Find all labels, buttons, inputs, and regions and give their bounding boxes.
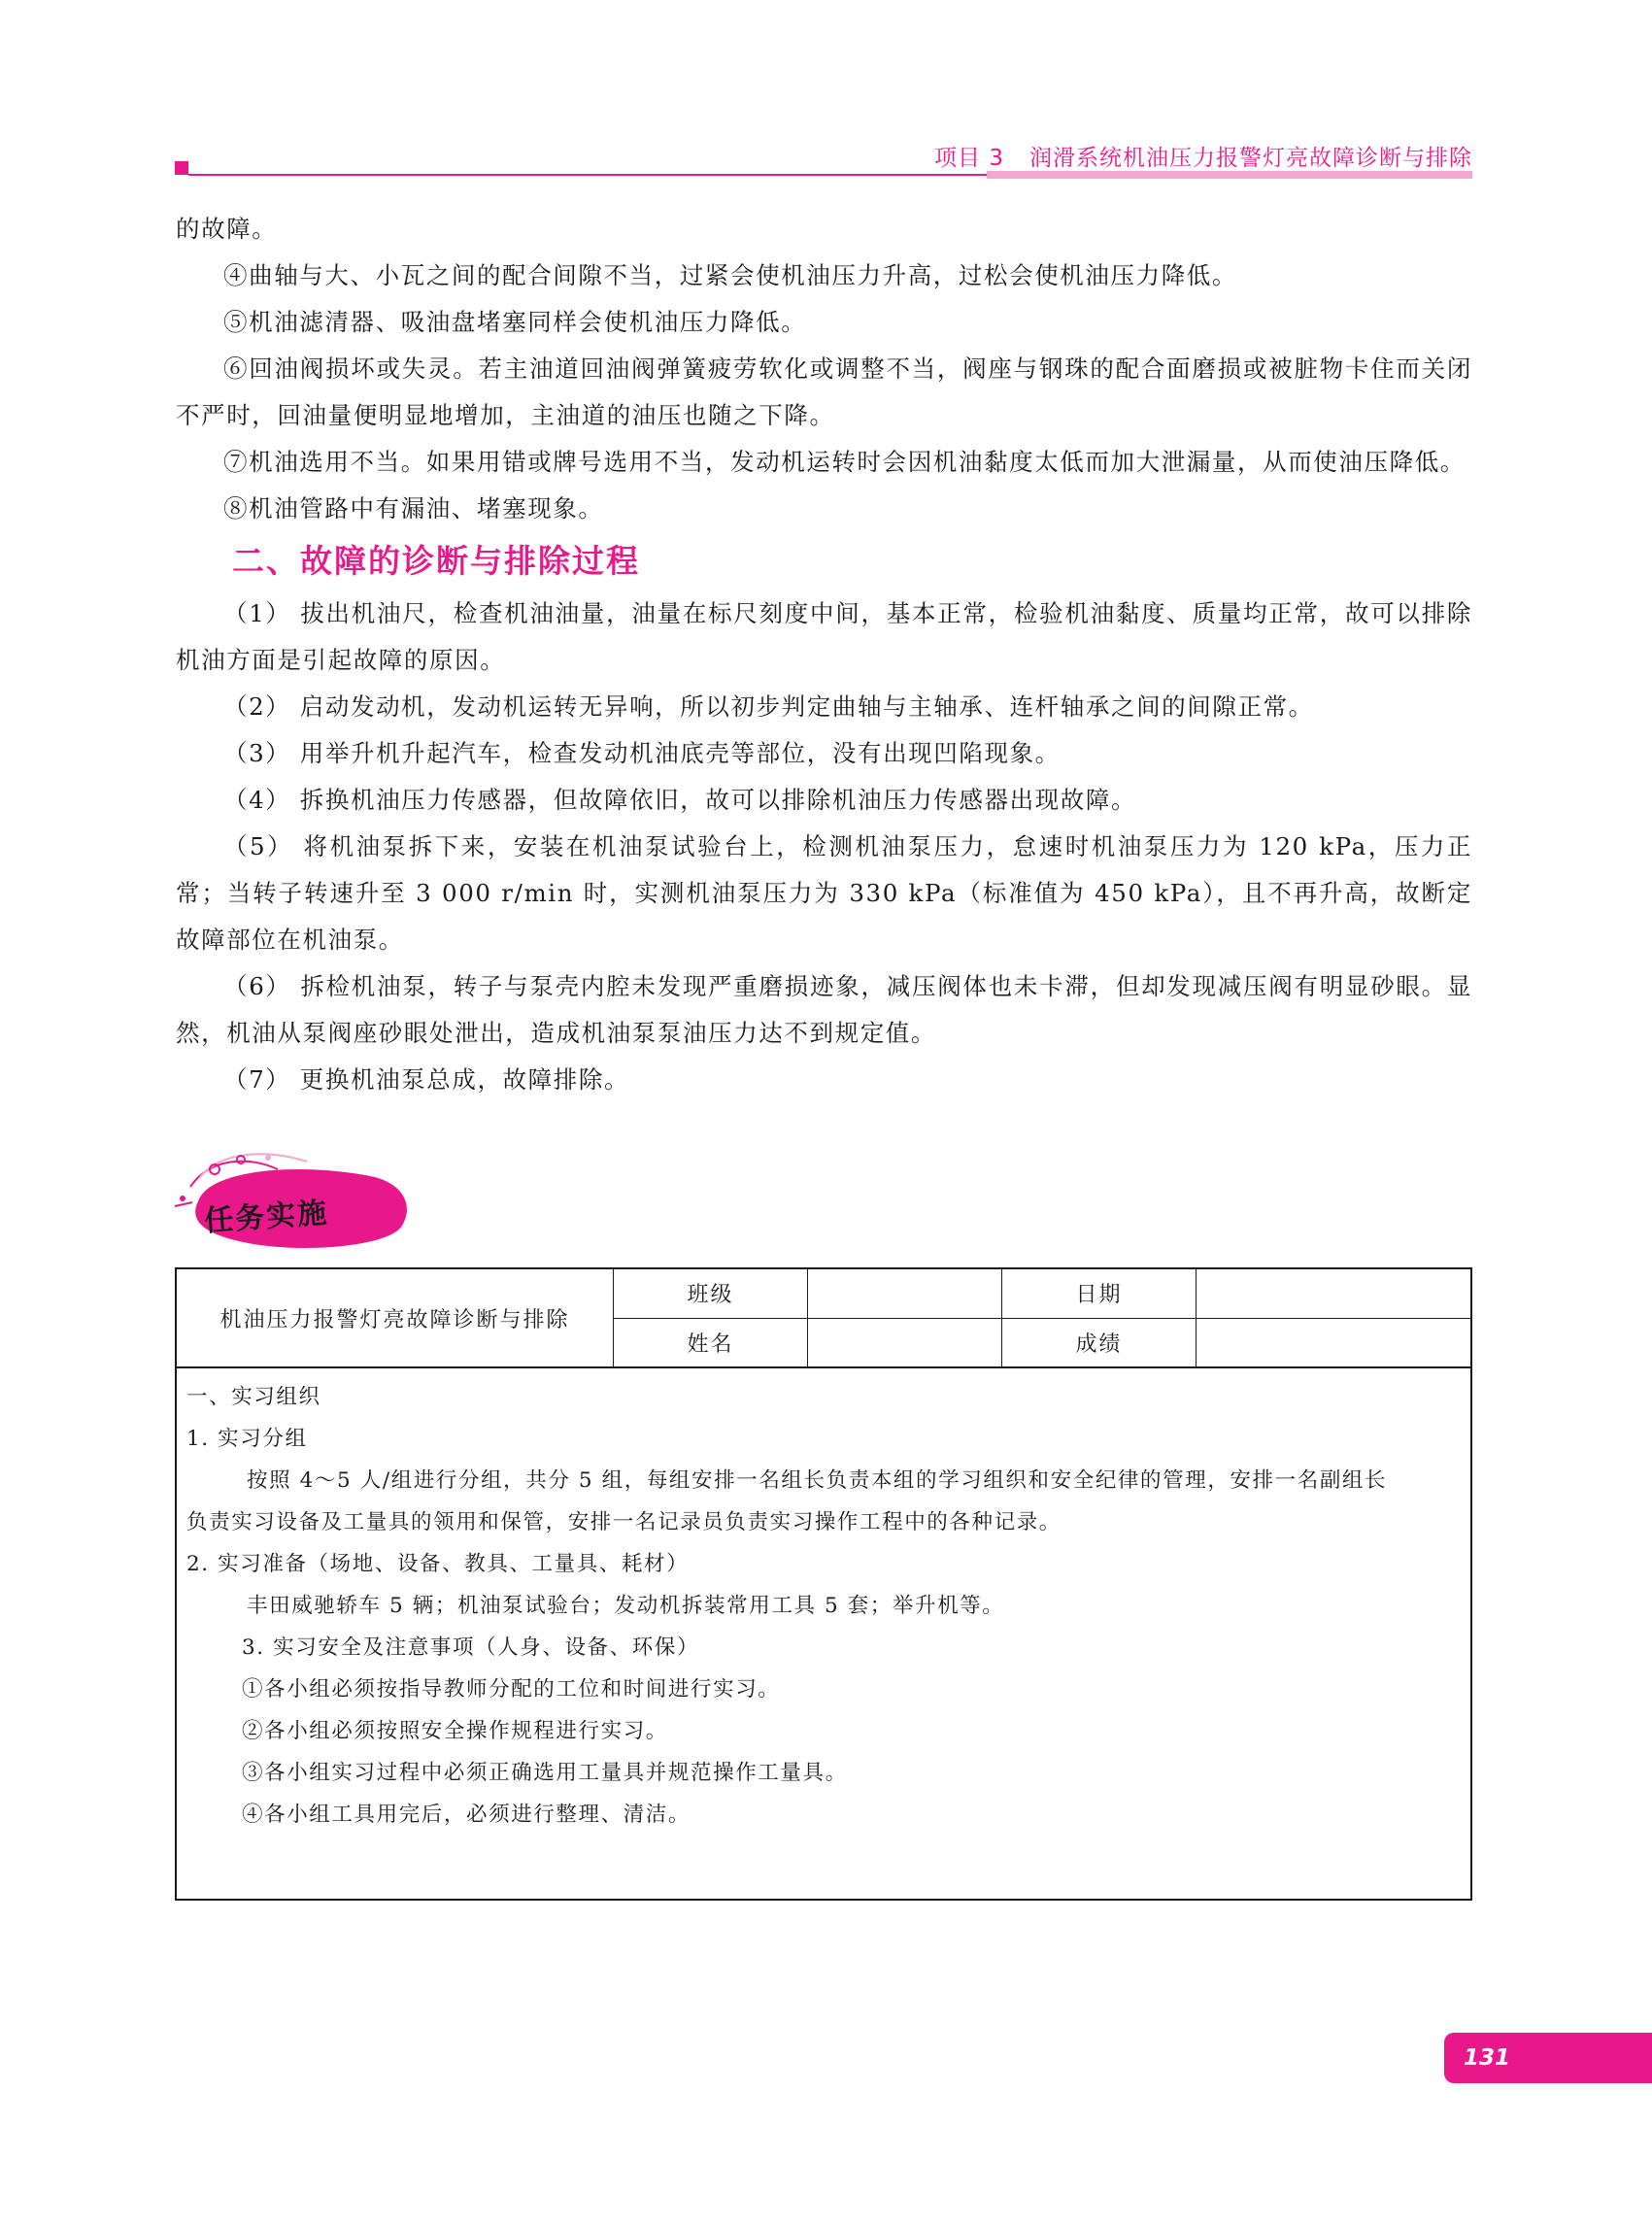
- table-text: 负责实习设备及工量具的领用和保管，安排一名记录员负责实习操作工程中的各种记录。: [186, 1510, 1062, 1534]
- step-paragraph: （4） 拆换机油压力传感器，但故障依旧，故可以排除机油压力传感器出现故障。: [223, 786, 1137, 814]
- step-paragraph: （2） 启动发动机，发动机运转无异响，所以初步判定曲轴与主轴承、连杆轴承之间的间隙正常。: [223, 692, 1314, 721]
- step-paragraph: （5） 将机油泵拆下来，安装在机油泵试验台上，检测机油泵压力，怠速时机油泵压力为 120 kPa，压力正常；当转子转速升至 3 000 r/min 时，实测机油泵压力为 330 kPa（标准值为 450 kPa），且不再升高，故断定故障部位在机油泵。: [176, 832, 1472, 954]
- table-heading: 一、实习组织: [186, 1385, 321, 1409]
- running-header: [934, 140, 1472, 172]
- table-text: 丰田威驰轿车 5 辆；机油泵试验台；发动机拆装常用工具 5 套；举升机等。: [247, 1594, 1005, 1618]
- class-value: [808, 1269, 1001, 1319]
- date-value: [1197, 1269, 1470, 1319]
- name-label: 姓名: [687, 1332, 734, 1357]
- step-paragraph: （6） 拆检机油泵，转子与泵壳内腔未发现严重磨损迹象，减压阀体也未卡滞，但却发现减压阀有明显砂眼。显然，机油从泵阀座砂眼处泄出，造成机油泵泵油压力达不到规定值。: [176, 972, 1472, 1047]
- score-value: [1197, 1319, 1470, 1367]
- task-table-header: [177, 1269, 1470, 1368]
- table-list-item: ②各小组必须按照安全操作规程进行实习。: [242, 1719, 668, 1743]
- section-title: 二、故障的诊断与排除过程: [232, 542, 640, 580]
- step-paragraph: （3） 用举升机升起汽车，检查发动机油底壳等部位，没有出现凹陷现象。: [223, 739, 1061, 767]
- date-label: 日期: [1002, 1269, 1196, 1319]
- table-subheading: 3. 实习安全及注意事项（人身、设备、环保）: [242, 1635, 700, 1660]
- paragraph: ⑦机油选用不当。如果用错或牌号选用不当，发动机运转时会因机油黏度太低而加大泄漏量，从而使油压降低。: [223, 448, 1466, 476]
- header-chapter-title: 润滑系统机油压力报警灯亮故障诊断与排除: [1029, 146, 1472, 171]
- paragraph: ⑤机油滤清器、吸油盘堵塞同样会使机油压力降低。: [223, 308, 807, 336]
- header-project: 项目 3: [934, 146, 1004, 171]
- step-paragraph: （1） 拔出机油尺，检查机油油量，油量在标尺刻度中间，基本正常，检验机油黏度、质量均正常，故可以排除机油方面是引起故障的原因。: [176, 599, 1472, 674]
- paragraph: 的故障。: [176, 215, 278, 243]
- paragraph: ⑥回油阀损坏或失灵。若主油道回油阀弹簧疲劳软化或调整不当，阀座与钢珠的配合面磨损或被脏物卡住而关闭不严时，回油量便明显地增加，主油道的油压也随之下降。: [176, 354, 1472, 429]
- header-accent-bar: [987, 171, 1472, 179]
- name-value: [808, 1319, 1001, 1367]
- value-column-2: [1197, 1269, 1470, 1366]
- table-text: 按照 4～5 人/组进行分组，共分 5 组，每组安排一名组长负责本组的学习组织和安全纪律的管理，安排一名副组长: [247, 1468, 1388, 1493]
- table-subheading: 1. 实习分组: [186, 1427, 308, 1451]
- label-column-2: [1002, 1269, 1197, 1366]
- score-label: 成绩: [1075, 1332, 1123, 1357]
- task-table-body: [177, 1368, 1470, 1836]
- task-name-cell: 机油压力报警灯亮故障诊断与排除: [177, 1269, 614, 1366]
- paragraph: ④曲轴与大、小瓦之间的配合间隙不当，过紧会使机油压力升高，过松会使机油压力降低。: [223, 261, 1237, 289]
- class-label: 班级: [614, 1269, 807, 1319]
- page-body: [176, 206, 1472, 1103]
- task-table: [175, 1267, 1472, 1901]
- table-list-item: ①各小组必须按指导教师分配的工位和时间进行实习。: [242, 1677, 781, 1702]
- table-subheading: 2. 实习准备（场地、设备、教具、工量具、耗材）: [186, 1552, 690, 1576]
- task-badge-label: 任务实施: [203, 1196, 330, 1239]
- page-number: 131: [1444, 2033, 1652, 2083]
- header-rule: [188, 174, 987, 176]
- value-column-1: [808, 1269, 1002, 1366]
- header-marker: [175, 161, 188, 175]
- label-column-1: [614, 1269, 808, 1366]
- paragraph: ⑧机油管路中有漏油、堵塞现象。: [223, 494, 604, 523]
- step-paragraph: （7） 更换机油泵总成，故障排除。: [223, 1065, 630, 1094]
- table-list-item: ③各小组实习过程中必须正确选用工量具并规范操作工量具。: [242, 1761, 848, 1785]
- table-list-item: ④各小组工具用完后，必须进行整理、清洁。: [242, 1803, 691, 1827]
